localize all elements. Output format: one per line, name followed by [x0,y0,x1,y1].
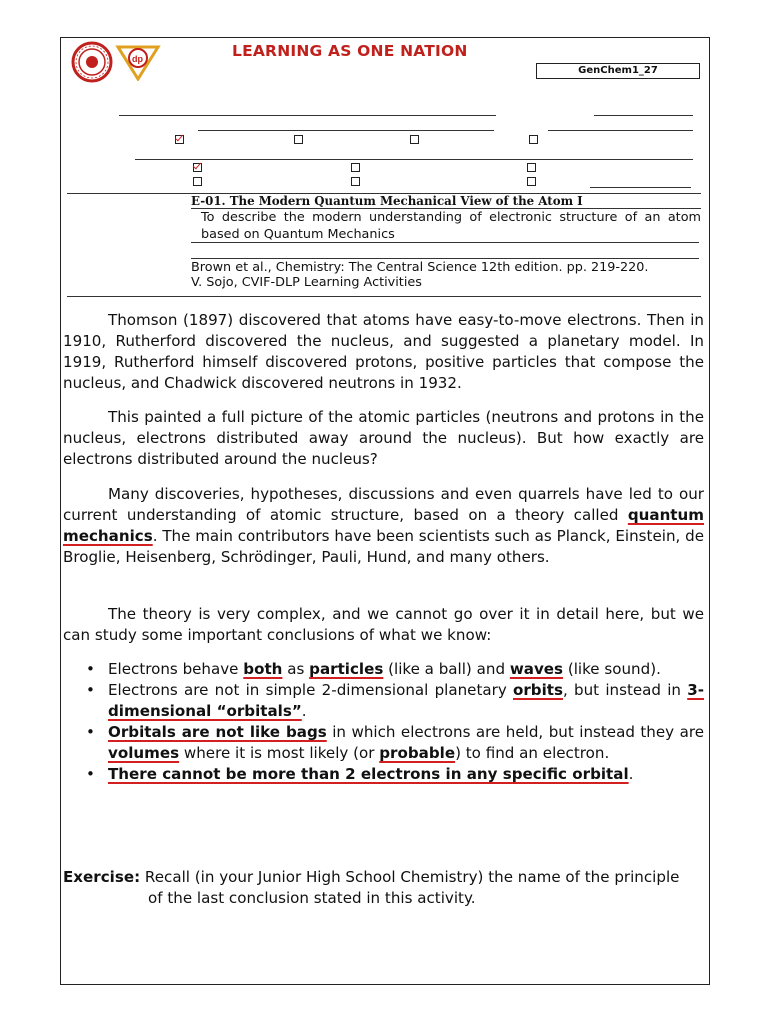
keyword-both: both [243,660,283,678]
exercise-label: Exercise: [63,868,141,886]
school-seal-icon [70,41,116,83]
checkbox-r1-4[interactable] [529,135,538,144]
checkbox-r2-1[interactable] [193,163,202,172]
paragraph-3-text-b: . The main contributors have been scientists such as Planck, Einstein, de Broglie, Heisenberg, Schrödinger, Pauli, Hund, and many others. [63,527,704,566]
divider [191,258,699,259]
paragraph-4 [63,604,704,646]
paragraph-1-text: Thomson (1897) discovered that atoms have easy-to-move electrons. Then in 1910, Rutherford discovered the nucleus, and suggested a planetary model. In 1919, Rutherford himself discovered protons, positive particles that compose the nucleus, and Chadwick discovered neutrons in 1932. [63,311,704,392]
keyword-3d-orbitals: 3-dimensional “orbitals” [108,681,704,720]
checkbox-r3-1[interactable] [193,177,202,186]
form-line [119,115,496,116]
text: Electrons behave [108,660,244,678]
keyword-probable: probable [379,744,456,762]
conclusion-list [108,659,704,785]
text: in which electrons are held, but instead they are [326,723,704,741]
exercise [63,867,704,909]
course-code-box: GenChem1_27 [536,63,700,79]
paragraph-1 [63,310,704,394]
checkbox-r1-3[interactable] [410,135,419,144]
header-title: LEARNING AS ONE NATION [232,42,468,60]
text: (like a ball) and [383,660,510,678]
keyword-orbitals-not-bags: Orbitals are not like bags [108,723,327,741]
keyword-max-two-electrons: There cannot be more than 2 electrons in any specific orbital [108,765,629,783]
checkbox-r3-3[interactable] [527,177,536,186]
checkbox-r2-3[interactable] [527,163,536,172]
svg-text:dp: dp [132,54,143,64]
paragraph-3-text-a: Many discoveries, hypotheses, discussions and even quarrels have led to our current understanding of atomic structure, based on a theory called [63,485,704,524]
list-item [108,722,704,764]
list-item [108,680,704,722]
list-item [108,659,704,680]
keyword-particles: particles [309,660,384,678]
text: where it is most likely (or [179,744,380,762]
activity-objective: To describe the modern understanding of electronic structure of an atom based on Quantum Mechanics [201,210,701,242]
paragraph-3 [63,484,704,568]
checkbox-r2-2[interactable] [351,163,360,172]
exercise-text-2: of the last conclusion stated in this activity. [148,889,476,907]
text: Electrons are not in simple 2-dimensional planetary [108,681,513,699]
text: (like sound). [563,660,661,678]
reference-1: Brown et al., Chemistry: The Central Science 12th edition. pp. 219-220. [191,260,649,275]
keyword-volumes: volumes [108,744,180,762]
activity-title: E-01. The Modern Quantum Mechanical View of the Atom I [191,194,583,208]
paragraph-2 [63,407,704,470]
checkbox-r1-1[interactable] [175,135,184,144]
paragraph-2-text: This painted a full picture of the atomic particles (neutrons and protons in the nucleus, electrons distributed away around the nucleus). But how exactly are electrons distributed around the nucleus? [63,408,704,468]
keyword-waves: waves [509,660,564,678]
divider [67,296,701,297]
paragraph-4-text: The theory is very complex, and we cannot go over it in detail here, but we can study some important conclusions of what we know: [63,605,704,644]
checkbox-r3-2[interactable] [351,177,360,186]
form-line [594,115,693,116]
keyword-orbits: orbits [512,681,563,699]
text: as [282,660,310,678]
text: . [628,765,634,783]
text: . [301,702,307,720]
text: , but instead in [562,681,688,699]
form-line [135,159,693,160]
text: ) to find an electron. [455,744,610,762]
divider [191,242,699,243]
list-item [108,764,704,785]
form-line [548,130,693,131]
reference-2: V. Sojo, CVIF-DLP Learning Activities [191,275,422,290]
exercise-text-1: Recall (in your Junior High School Chemistry) the name of the principle [144,868,680,886]
checkbox-r1-2[interactable] [294,135,303,144]
form-line [590,187,691,188]
keyword-quantum-mechanics: quantum mechanics [63,506,704,545]
dlp-logo-icon [114,41,162,81]
form-line [198,130,494,131]
